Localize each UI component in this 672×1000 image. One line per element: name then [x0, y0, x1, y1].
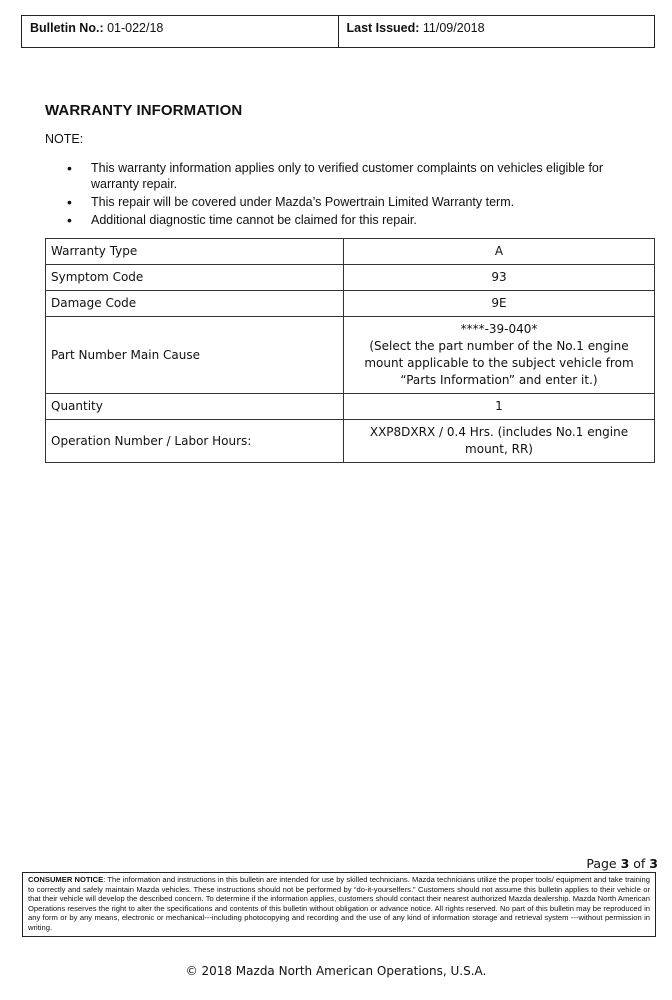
- note-label: NOTE:: [45, 132, 84, 146]
- note-text: This warranty information applies only to verified customer complaints on vehicles eligible for warranty repair.: [91, 161, 604, 191]
- note-item: [45, 194, 645, 210]
- note-text: This repair will be covered under Mazda’s Powertrain Limited Warranty term.: [91, 195, 515, 209]
- bulletin-number: [22, 16, 338, 47]
- row-label: Operation Number / Labor Hours:: [46, 420, 344, 463]
- bulletin-number-label: Bulletin No.:: [30, 21, 104, 35]
- section-title: WARRANTY INFORMATION: [45, 102, 243, 119]
- row-value: 93: [344, 265, 655, 291]
- part-number-instructions: (Select the part number of the No.1 engine mount applicable to the subject vehicle from “Parts Information” and enter it.): [364, 339, 634, 387]
- consumer-notice-text: : The information and instructions in this bulletin are intended for use by skilled technicians. Mazda technicians utilize the proper tools/ equipment and take training to correctly and safely maintain Mazda vehicles. These instructions should not be performed by “do-it-yourselfers.” Customers should not assume this bulletin applies to their vehicle or that their vehicle will develop the described concern. To determine if the information applies, customers should contact their nearest authorized Mazda dealership. Mazda North American Operations reserves the right to alter the specifications and contents of this bulletin without obligation or advance notice. All rights reserved. No part of this bulletin may be reproduced in any form or by any means, electronic or mechanical---including photocopying and recording and the use of any kind of information storage and retrieval system ---without permission in writing.: [28, 875, 650, 932]
- page-number: [586, 856, 658, 871]
- row-label: Damage Code: [46, 291, 344, 317]
- row-label: Symptom Code: [46, 265, 344, 291]
- table-row: [46, 420, 655, 463]
- row-value: [344, 317, 655, 394]
- bullet-icon: •: [67, 194, 72, 210]
- page-total: 3: [649, 856, 658, 871]
- last-issued-value: 11/09/2018: [419, 21, 485, 35]
- table-row: [46, 317, 655, 394]
- row-value: XXP8DXRX / 0.4 Hrs. (includes No.1 engine mount, RR): [344, 420, 655, 463]
- consumer-notice: [22, 872, 656, 937]
- table-row: [46, 239, 655, 265]
- note-item: [45, 160, 645, 192]
- row-value: A: [344, 239, 655, 265]
- last-issued: [338, 16, 655, 47]
- page-current: 3: [620, 856, 630, 871]
- consumer-notice-label: CONSUMER NOTICE: [28, 875, 104, 884]
- row-value: 9E: [344, 291, 655, 317]
- row-label: Quantity: [46, 394, 344, 420]
- row-value: 1: [344, 394, 655, 420]
- row-label: Part Number Main Cause: [46, 317, 344, 394]
- bulletin-number-value: 01-022/18: [103, 21, 164, 35]
- note-item: [45, 212, 645, 228]
- row-label: Warranty Type: [46, 239, 344, 265]
- page-of: of: [629, 856, 650, 871]
- note-list: [45, 160, 645, 230]
- part-number: ****-39-040*: [460, 322, 538, 336]
- table-row: [46, 265, 655, 291]
- table-row: [46, 394, 655, 420]
- bullet-icon: •: [67, 160, 72, 176]
- table-row: [46, 291, 655, 317]
- warranty-table: [45, 238, 655, 463]
- page-prefix: Page: [586, 856, 621, 871]
- copyright-footer: © 2018 Mazda North American Operations, U.S.A.: [185, 964, 487, 978]
- bullet-icon: •: [67, 212, 72, 228]
- bulletin-header: [21, 15, 655, 48]
- note-text: Additional diagnostic time cannot be claimed for this repair.: [91, 213, 417, 227]
- last-issued-label: Last Issued:: [346, 21, 420, 35]
